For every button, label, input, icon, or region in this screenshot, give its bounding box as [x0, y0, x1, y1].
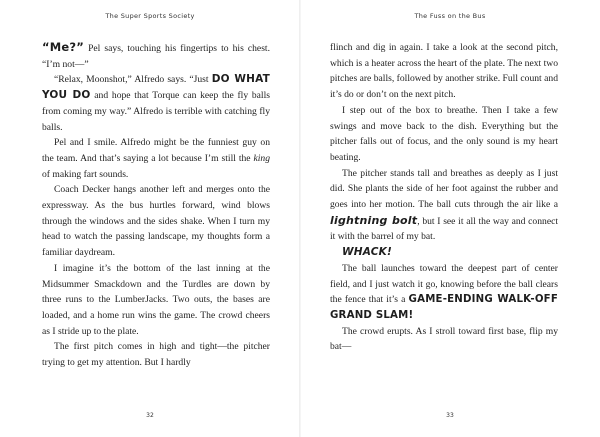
paragraph — [42, 135, 270, 182]
emphasis-whack: WHACK! — [342, 246, 393, 259]
text-run: and hope that Torque can keep the fly balls from coming my way.” Alfredo is terrible with catching fly balls. — [42, 90, 270, 133]
paragraph — [330, 261, 558, 324]
running-head-right: The Fuss on the Bus — [414, 12, 486, 20]
running-head-left: The Super Sports Society — [105, 12, 195, 20]
text-run: , but I see it all the way and connect it with the barrel of my bat. — [330, 215, 558, 243]
paragraph: The first pitch comes in high and tight—the pitcher trying to get my attention. But I hardly — [42, 341, 270, 369]
page-number-left: 32 — [146, 412, 154, 419]
paragraph — [42, 72, 270, 135]
text-run: The pitcher stands tall and breathes as deeply as I just did. She plants the side of her foot against the rubber and goes into her motion. The ball cuts through the air like a — [330, 167, 558, 211]
paragraph — [330, 245, 558, 261]
paragraph: The crowd erupts. As I stroll toward first base, flip my bat— — [330, 325, 558, 353]
text-run: The ball launches toward the deepest part of center field, and I just watch it go, knowing before the ball clears the fence that it’s a — [330, 262, 558, 306]
left-page-body — [42, 40, 270, 371]
text-run: Pel says, touching his fingertips to his chest. “I’m not—” — [42, 43, 270, 70]
text-run: “Relax, Moonshot,” Alfredo says. “Just — [54, 74, 212, 86]
paragraph — [42, 40, 270, 72]
emphasis-grand-slam: GAME-ENDING WALK-OFF GRAND SLAM! — [330, 294, 558, 321]
emphasis-lightning-bolt: lightning bolt — [330, 213, 418, 227]
right-page-body — [330, 40, 558, 355]
page-number-right: 33 — [446, 412, 454, 419]
paragraph: Coach Decker hangs another left and merges onto the expressway. As the bus hurtles forward, wind blows through the windows and the sides shake. When I turn my head to watch the passing landscape, my thoughts form a familiar daydream. — [42, 184, 270, 259]
emphasis-me: “Me?” — [42, 40, 85, 54]
text-run: Pel and I smile. Alfredo might be the funniest guy on the team. And that’s saying a lot because I’m still the — [42, 137, 270, 164]
text-run: of making fart sounds. — [42, 168, 129, 180]
right-page — [300, 0, 600, 437]
emphasis-do-what-you-do: DO WHAT YOU DO — [42, 73, 270, 102]
paragraph: I step out of the box to breathe. Then I take a few swings and move back to the dish. Everything but the pitcher falls out of focus, and the only sound is my heart beating. — [330, 104, 558, 163]
paragraph: flinch and dig in again. I take a look at the second pitch, which is a heater across the heart of the plate. The next two pitches are balls, followed by another strike. Full count and it’s do or don’t on the next pitch. — [330, 42, 558, 101]
paragraph — [330, 166, 558, 246]
italic-king: king — [253, 152, 270, 164]
paragraph: I imagine it’s the bottom of the last inning at the Midsummer Smackdown and the Turdles are down by three runs to the LumberJacks. Two outs, the bases are loaded, and a home run wins the game. The crowd cheers as I stride up to the plate. — [42, 262, 270, 337]
